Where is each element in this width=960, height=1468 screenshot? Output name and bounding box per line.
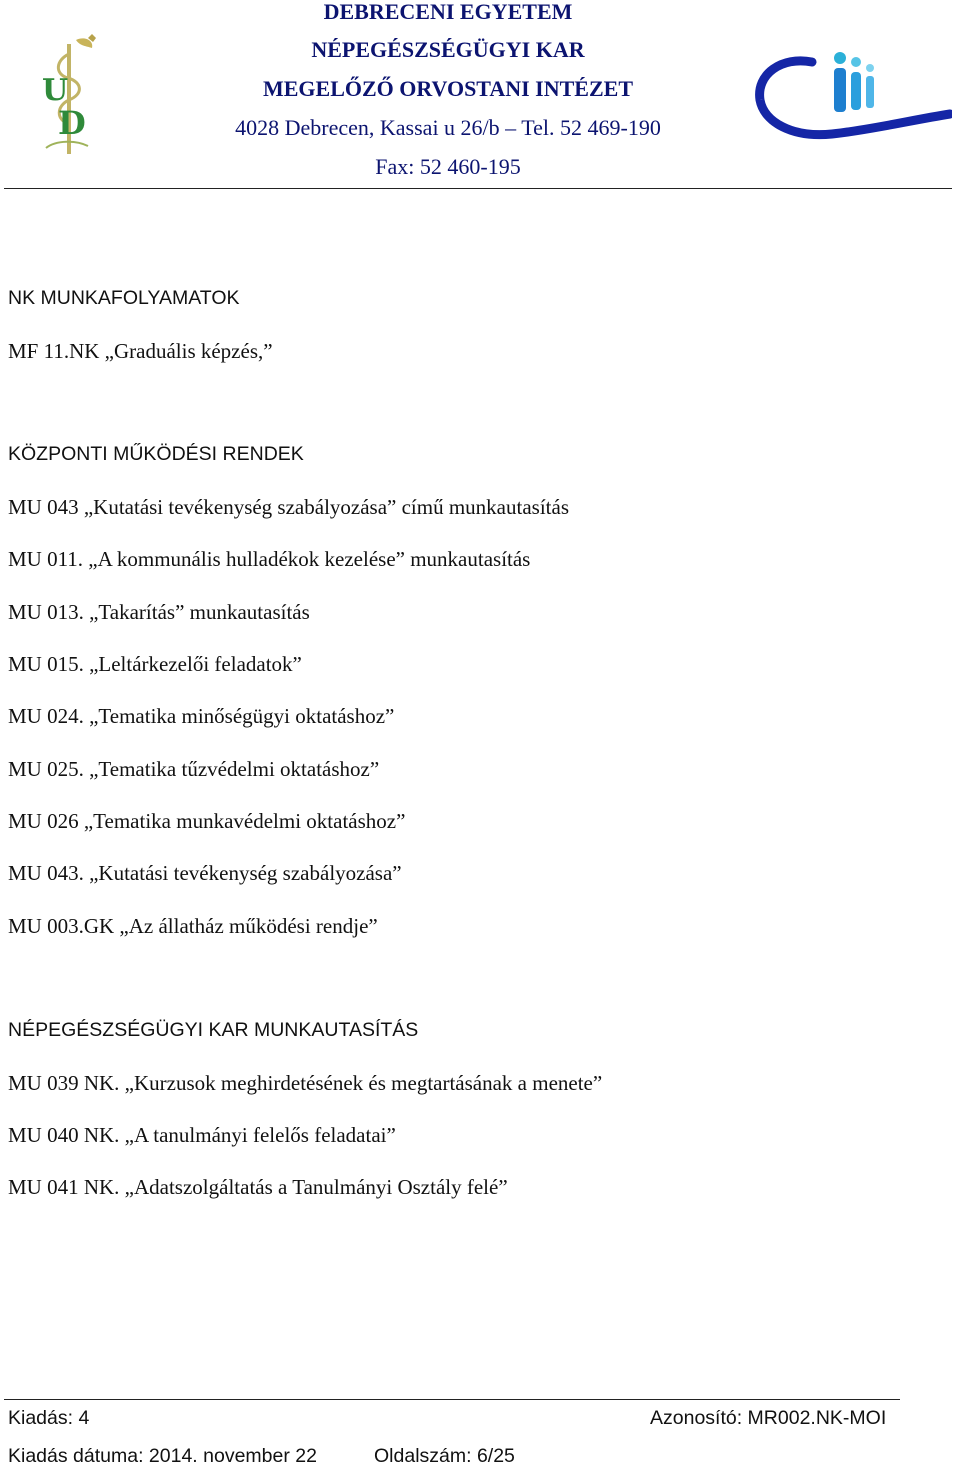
faculty-name: NÉPEGÉSZSÉGÜGYI KAR [311, 37, 585, 62]
list-item: MU 040 NK. „A tanulmányi felelős feladatai” [8, 1123, 396, 1147]
list-item: MU 043. „Kutatási tevékenység szabályozása” [8, 861, 402, 885]
svg-text:U: U [42, 73, 69, 108]
institute-name: MEGELŐZŐ ORVOSTANI INTÉZET [262, 76, 633, 101]
list-item: MU 013. „Takarítás” munkautasítás [8, 600, 310, 624]
address-line: 4028 Debrecen, Kassai u 26/b – Tel. 52 469-190 [235, 115, 661, 140]
list-item: MU 025. „Tematika tűzvédelmi oktatáshoz” [8, 757, 380, 781]
section-title-central-rules: KÖZPONTI MŰKÖDÉSI RENDEK [8, 443, 304, 465]
document-header [0, 0, 960, 192]
section-title-faculty-instructions: NÉPEGÉSZSÉGÜGYI KAR MUNKAUTASÍTÁS [8, 1019, 419, 1041]
list-item: MU 011. „A kommunális hulladékok kezelése” munkautasítás [8, 547, 531, 571]
footer-edition: Kiadás: 4 [8, 1407, 90, 1429]
footer-identifier: Azonosító: MR002.NK-MOI [650, 1407, 887, 1429]
footer-divider [4, 1399, 900, 1400]
footer-page-number: Oldalszám: 6/25 [374, 1445, 515, 1467]
list-item: MU 024. „Tematika minőségügyi oktatáshoz” [8, 704, 395, 728]
list-item: MU 039 NK. „Kurzusok meghirdetésének és megtartásának a menete” [8, 1071, 603, 1095]
university-crest-icon [36, 30, 106, 160]
header-divider [4, 188, 952, 189]
list-item: MF 11.NK „Graduális képzés,” [8, 339, 273, 363]
section-title-nk-processes: NK MUNKAFOLYAMATOK [8, 287, 240, 309]
list-item: MU 026 „Tematika munkavédelmi oktatáshoz” [8, 809, 406, 833]
faculty-logo-icon [752, 48, 952, 146]
list-item: MU 041 NK. „Adatszolgáltatás a Tanulmányi Osztály felé” [8, 1175, 508, 1199]
university-name: DEBRECENI EGYETEM [323, 0, 573, 24]
list-item: MU 043 „Kutatási tevékenység szabályozása” című munkautasítás [8, 495, 569, 519]
list-item: MU 003.GK „Az állatház működési rendje” [8, 914, 378, 938]
fax-line: Fax: 52 460-195 [375, 154, 521, 179]
list-item: MU 015. „Leltárkezelői feladatok” [8, 652, 302, 676]
footer-edition-date: Kiadás dátuma: 2014. november 22 [8, 1445, 317, 1467]
svg-text:D: D [58, 104, 86, 142]
